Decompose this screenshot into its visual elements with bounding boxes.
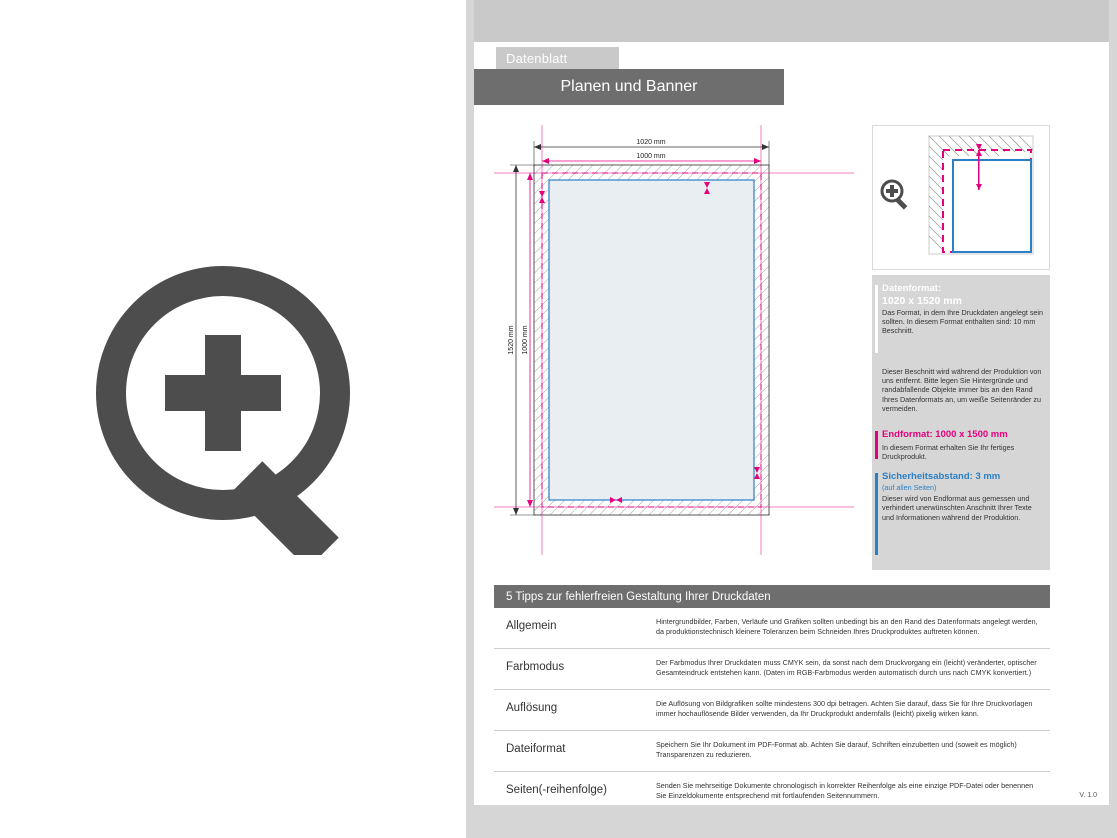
- detail-thumbnail: [872, 125, 1050, 270]
- page-title-label: Planen und Banner: [560, 78, 698, 95]
- title-band-filler: [784, 69, 1109, 105]
- format-drawing: [494, 125, 874, 565]
- svg-text:1000 mm: 1000 mm: [636, 153, 666, 160]
- datenblatt-tab-label: Datenblatt: [506, 50, 568, 66]
- table-row: [494, 608, 1050, 649]
- tip-label: Allgemein: [506, 620, 557, 632]
- sicherheitsabstand-bar: [875, 473, 878, 555]
- tips-table: [494, 585, 1050, 812]
- info-column: [872, 125, 1050, 570]
- sicherheitsabstand-title: Sicherheitsabstand: 3 mm: [882, 471, 1001, 482]
- tip-text: Senden Sie mehrseitige Dokumente chronologisch in korrekter Reihenfolge als eine einzige PDF-Datei oder benennen Sie Einzeldokumente entsprechend mit fortlaufenden Seitennummern.: [656, 781, 1034, 800]
- page-title: [474, 69, 784, 105]
- svg-text:1520 mm: 1520 mm: [508, 325, 515, 355]
- svg-text:1020 mm: 1020 mm: [636, 139, 666, 146]
- tip-text: Die Auflösung von Bildgrafiken sollte mindestens 300 dpi betragen. Achten Sie darauf, dass Sie für Ihre Druckvorlagen immer hochauflösende Bilder verwenden, da Ihr Druckprodukt andernfalls (leicht) pixelig wirken kann.: [656, 699, 1033, 718]
- datenformat-title: Datenformat:: [882, 283, 942, 294]
- svg-text:1000 mm: 1000 mm: [522, 325, 529, 355]
- header-band: [474, 0, 1109, 42]
- sicherheitsabstand-sub: (auf allen Seiten): [882, 483, 937, 492]
- tip-label: Seiten(-reihenfolge): [506, 784, 608, 796]
- datenblatt-tab: [496, 47, 619, 69]
- table-row: [494, 690, 1050, 731]
- tips-heading: [494, 585, 1050, 608]
- datenformat-desc: Das Format, in dem Ihre Druckdaten angelegt sein sollten. In diesem Format enthalten sind: 10 mm Beschnitt.: [882, 308, 1043, 336]
- tip-label: Auflösung: [506, 702, 558, 714]
- table-row: [494, 649, 1050, 690]
- tip-text: Der Farbmodus Ihrer Druckdaten muss CMYK sein, da sonst nach dem Druckvorgang ein (leicht) veränderter, optischer Gesamteindruck entstehen kann. (Daten im RGB-Farbmodus werden automatisch durch uns nach CMYK konvertiert.): [656, 658, 1037, 677]
- document-page: [466, 0, 1117, 838]
- sicherheitsabstand-desc: Dieser wird von Endformat aus gemessen und verhindert unerwünschten Anschnitt Ihrer Texte und Informationen während der Produktion.: [882, 494, 1032, 522]
- tip-text: Speichern Sie Ihr Dokument im PDF-Format ab. Achten Sie darauf, Schriften einzubetten und (soweit es möglich) Transparenzen zu reduzieren.: [656, 740, 1017, 759]
- endformat-title: Endformat: 1000 x 1500 mm: [882, 429, 1008, 440]
- tip-label: Farbmodus: [506, 661, 565, 673]
- datenformat-bar: [875, 285, 878, 353]
- tips-heading-label: 5 Tipps zur fehlerfreien Gestaltung Ihrer Druckdaten: [506, 590, 771, 603]
- magnifier-plus-icon: [95, 265, 375, 555]
- tip-text: Hintergrundbilder, Farben, Verläufe und Grafiken sollten unbedingt bis an den Rand des Datenformats angelegt werden, da produktionstechnisch kleinere Toleranzen beim Schneiden Ihres Druckproduktes auftreten können.: [656, 617, 1038, 636]
- endformat-desc: In diesem Format erhalten Sie Ihr fertiges Druckprodukt.: [882, 443, 1015, 462]
- document-sheet: [474, 0, 1109, 805]
- beschnitt-desc: Dieser Beschnitt wird während der Produktion von uns entfernt. Bitte legen Sie Hintergründe und randabfallende Objekte immer bis an den Rand Ihres Datenformats an, um weiße Seitenränder zu vermeiden.: [882, 367, 1042, 413]
- endformat-bar: [875, 431, 878, 459]
- preview-panel: [0, 0, 466, 838]
- format-legend: [872, 275, 1050, 570]
- datenformat-value: 1020 x 1520 mm: [882, 295, 962, 307]
- tip-label: Dateiformat: [506, 743, 566, 755]
- footer-band: [474, 805, 1109, 838]
- version-label: V. 1.0: [1079, 792, 1097, 799]
- table-row: [494, 731, 1050, 772]
